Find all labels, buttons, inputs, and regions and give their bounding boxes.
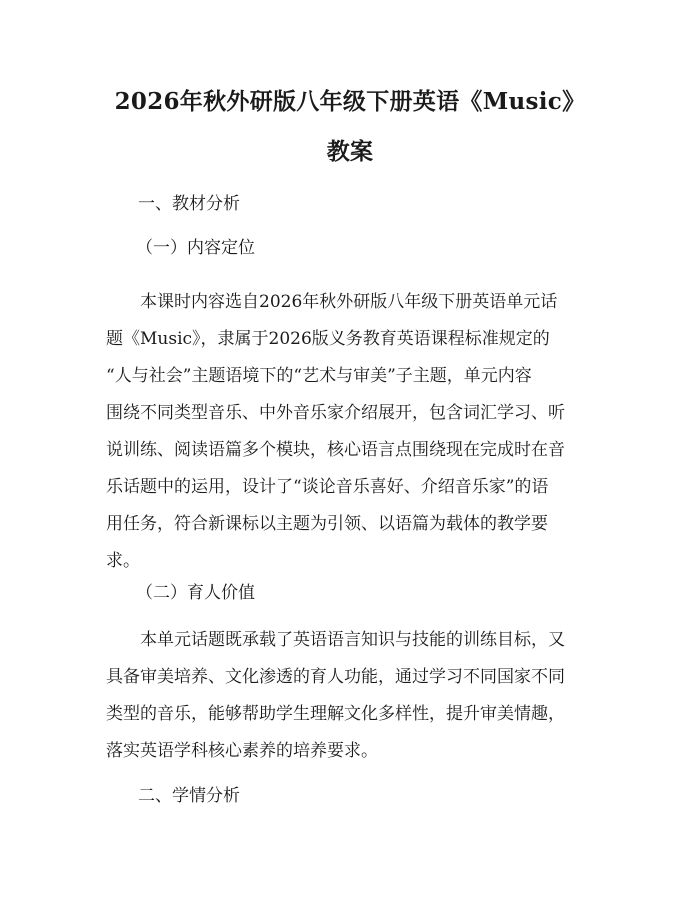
paragraph-line: 本单元话题既承载了英语语言知识与技能的训练目标，又 — [140, 630, 565, 650]
paragraph-line: 用任务，符合新课标以主题为引领、以语篇为载体的教学要 — [106, 514, 548, 534]
paragraph-line: “人与社会”主题语境下的“艺术与审美”子主题，单元内容 — [106, 366, 532, 386]
paragraph-educational-value — [106, 622, 602, 770]
document-title-continued: 教案 — [326, 138, 374, 165]
paragraph-content-positioning — [106, 284, 602, 580]
paragraph-line: 具备审美培养、文化渗透的育人功能，通过学习不同国家不同 — [106, 667, 565, 687]
paragraph-line: 本课时内容选自2026年秋外研版八年级下册英语单元话 — [140, 292, 558, 312]
paragraph-line: 题《Music》，隶属于2026版义务教育英语课程标准规定的 — [106, 329, 550, 349]
paragraph-line: 说训练、阅读语篇多个模块，核心语言点围绕现在完成时在音 — [106, 440, 565, 460]
subsection-heading-content-positioning: （一）内容定位 — [136, 238, 255, 258]
paragraph-line: 乐话题中的运用，设计了“谈论音乐喜好、介绍音乐家”的语 — [106, 477, 549, 497]
document-title: 2026年秋外研版八年级下册英语《Music》 — [114, 88, 586, 115]
paragraph-line: 围绕不同类型音乐、中外音乐家介绍展开，包含词汇学习、听 — [106, 403, 565, 423]
paragraph-line: 求。 — [106, 551, 140, 571]
subsection-heading-educational-value: （二）育人价值 — [136, 583, 255, 603]
section-heading-textbook-analysis: 一、教材分析 — [138, 194, 240, 214]
section-heading-learner-analysis: 二、学情分析 — [138, 786, 240, 806]
paragraph-line: 落实英语学科核心素养的培养要求。 — [106, 741, 378, 761]
paragraph-line: 类型的音乐，能够帮助学生理解文化多样性，提升审美情趣， — [106, 704, 565, 724]
